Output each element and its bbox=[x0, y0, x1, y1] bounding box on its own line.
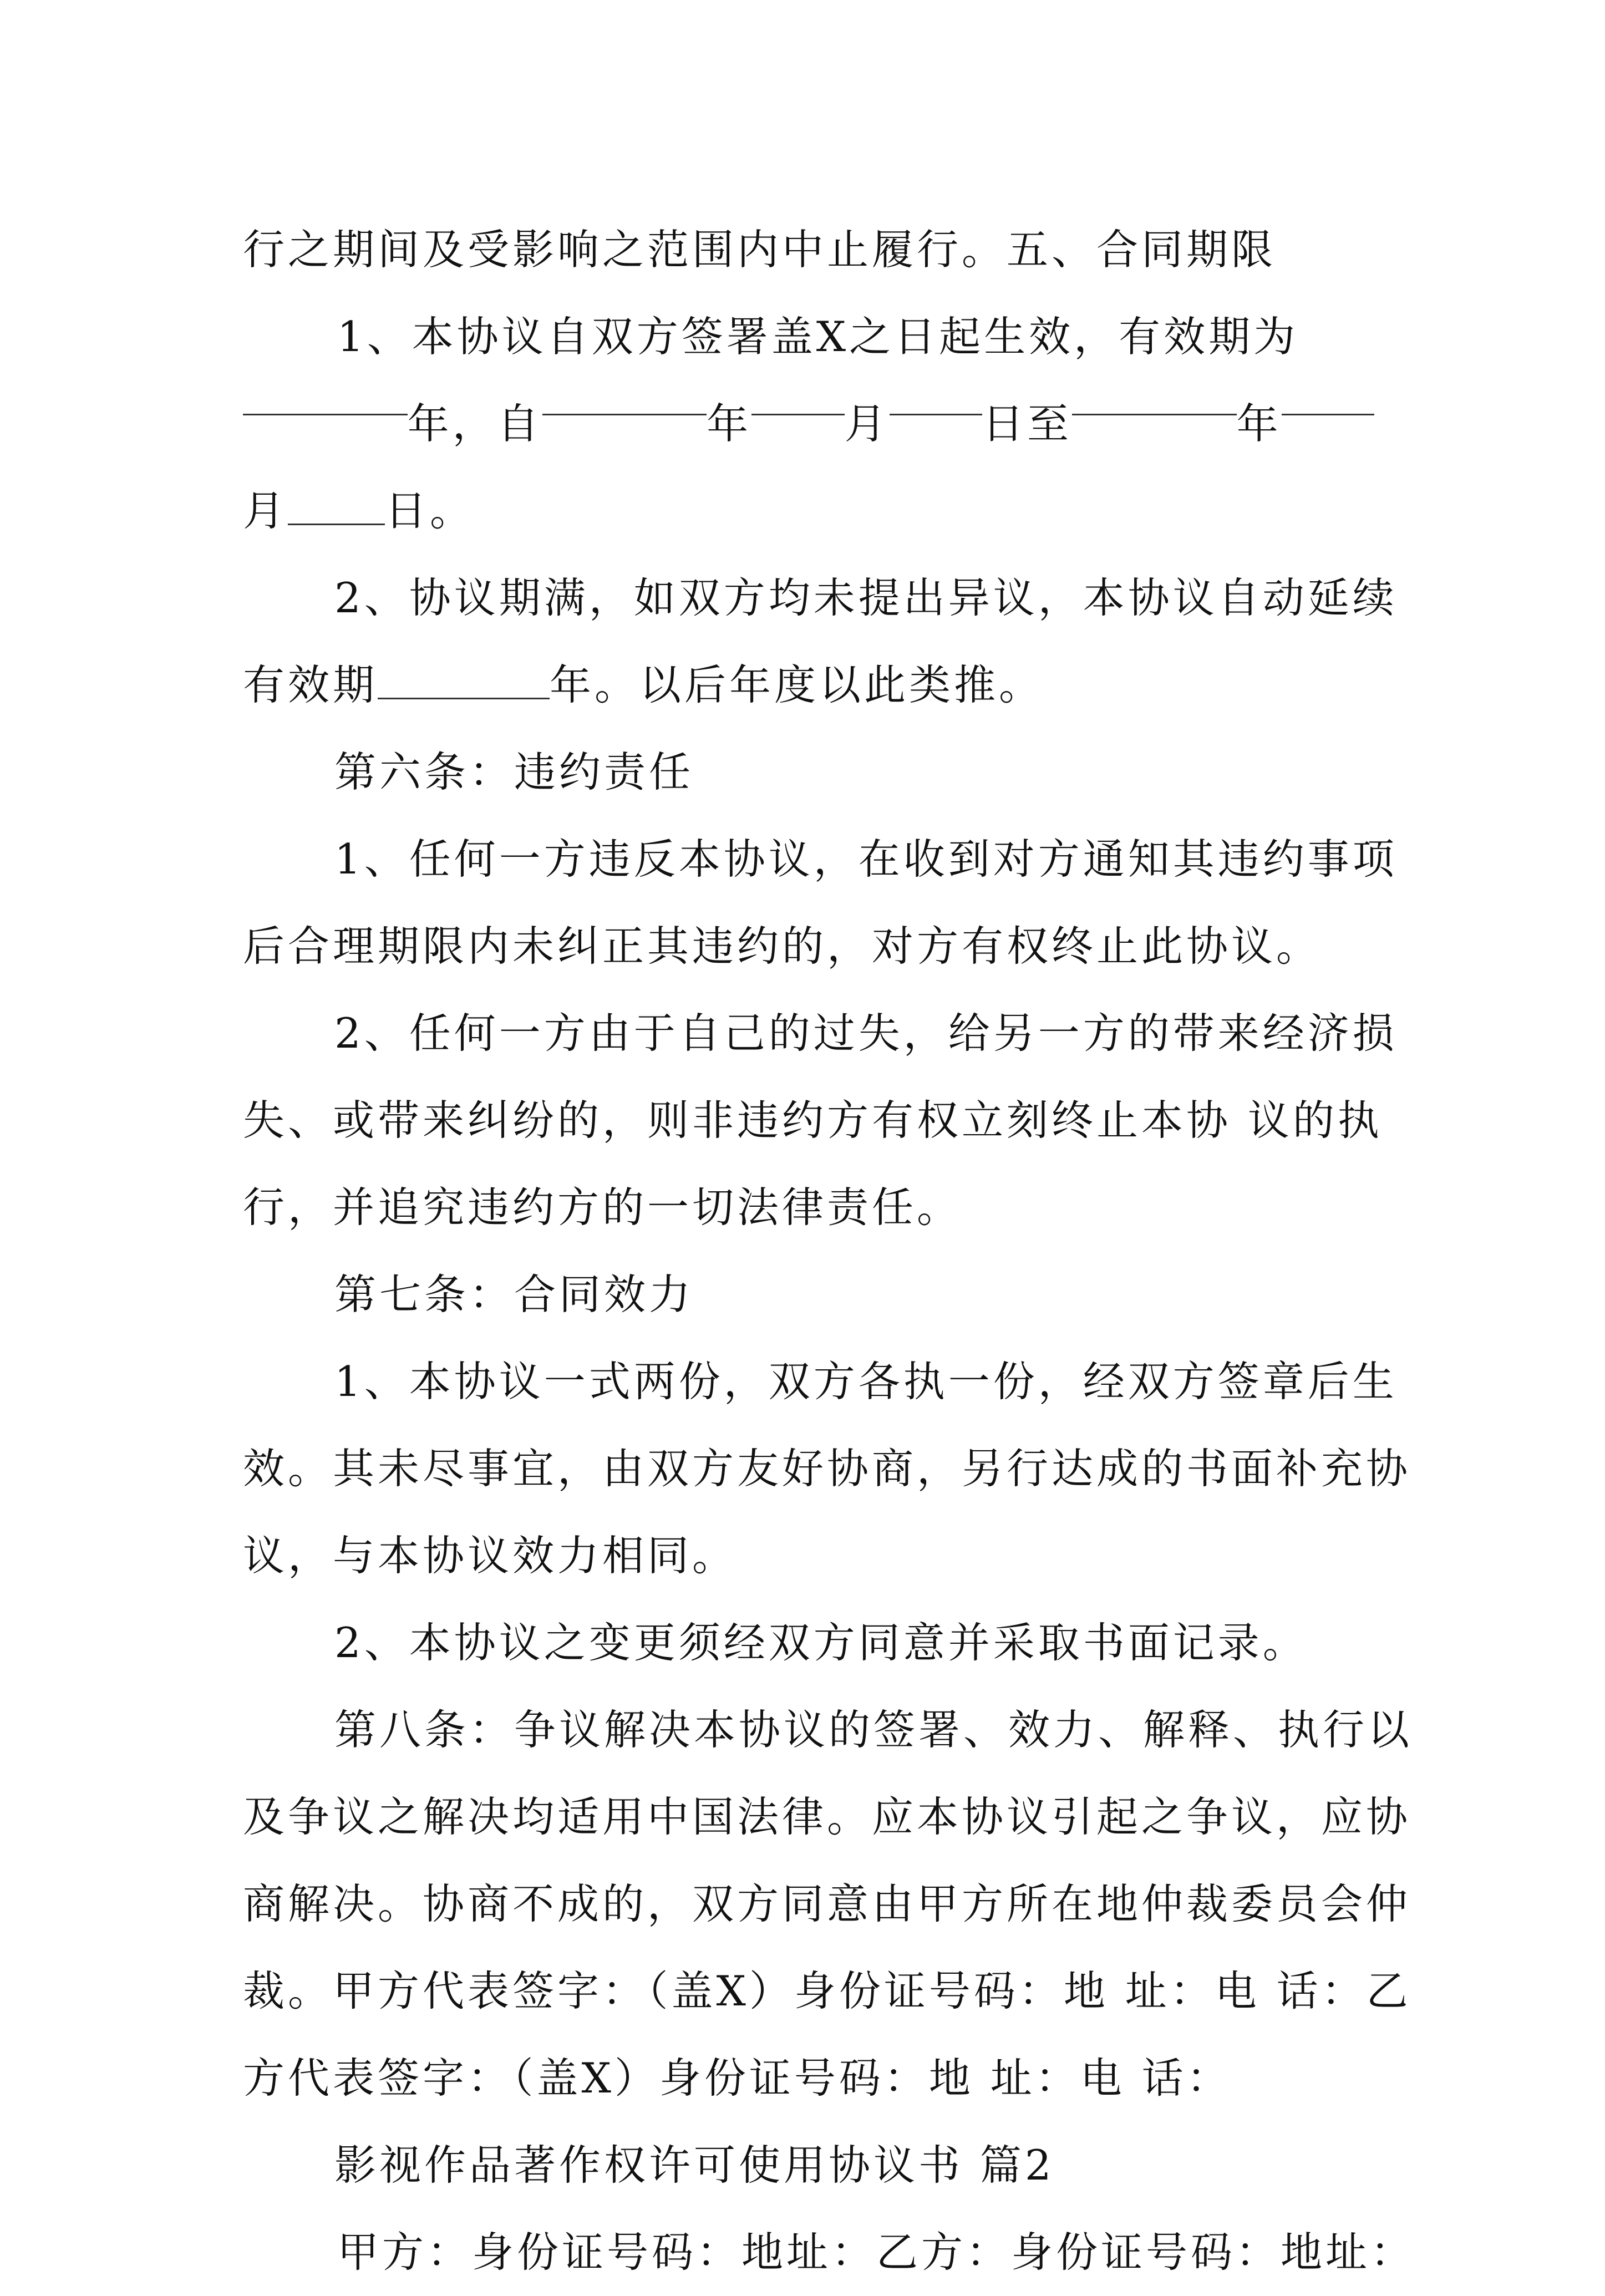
document-body bbox=[243, 206, 1416, 2296]
blank-field bbox=[288, 490, 385, 525]
document-title: 影视作品著作权许可使用协议书 篇2 bbox=[334, 2141, 1055, 2190]
paragraph-line: 2、本协议之变更须经双方同意并采取书面记录。 bbox=[334, 1618, 1308, 1667]
validity-end-line bbox=[243, 468, 1374, 555]
label-text: 有效期 bbox=[243, 661, 378, 709]
blank-field bbox=[243, 380, 408, 415]
label-text: 日至 bbox=[982, 399, 1072, 448]
paragraph-line: 及争议之解决均适用中国法律。应本协议引起之争议，应协 bbox=[243, 1792, 1411, 1841]
label-text: 年，自 bbox=[407, 399, 542, 448]
paragraph-line: 方代表签字：（盖X）身份证号码：地 址：电 话： bbox=[243, 2054, 1232, 2102]
label-text: 日。 bbox=[385, 486, 475, 535]
paragraph-line: 1、本协议一式两份，双方各执一份，经双方签章后生 bbox=[334, 1357, 1398, 1406]
label-text: 年 bbox=[1236, 399, 1282, 448]
paragraph-line: 第八条：争议解决本协议的签署、效力、解释、执行以 bbox=[334, 1705, 1413, 1754]
paragraph-line: 商解决。协商不成的，双方同意由甲方所在地仲裁委员会仲 bbox=[243, 1880, 1411, 1928]
blank-field bbox=[890, 380, 982, 415]
paragraph-line: 失、或带来纠纷的，则非违约方有权立刻终止本协 议的执 bbox=[243, 1096, 1383, 1145]
blank-field bbox=[1072, 380, 1237, 415]
paragraph-line: 议，与本协议效力相同。 bbox=[243, 1531, 738, 1580]
paragraph-line: 1、本协议自双方签署盖X之日起生效，有效期为 bbox=[337, 312, 1299, 361]
label-text: 年。以后年度以此类推。 bbox=[550, 661, 1044, 709]
validity-period-line bbox=[243, 380, 1374, 468]
paragraph-line: 后合理期限内未纠正其违约的，对方有权终止此协议。 bbox=[243, 922, 1322, 971]
paragraph-line: 1、任何一方违反本协议，在收到对方通知其违约事项 bbox=[334, 835, 1398, 883]
blank-field bbox=[1282, 380, 1374, 415]
label-text: 月 bbox=[844, 399, 890, 448]
paragraph-line: 裁。甲方代表签字：（盖X）身份证号码：地 址：电 话：乙 bbox=[243, 1967, 1411, 2015]
paragraph-line: 2、协议期满，如双方均未提出异议，本协议自动延续 bbox=[334, 573, 1398, 622]
paragraph-line: 效。其未尽事宜，由双方友好协商，另行达成的书面补充协 bbox=[243, 1444, 1411, 1493]
paragraph-line: 行之期间及受影响之范围内中止履行。五、合同期限 bbox=[243, 225, 1277, 274]
paragraph-line: 行，并追究违约方的一切法律责任。 bbox=[243, 1183, 962, 1232]
paragraph-line: 2、任何一方由于自己的过失，给另一方的带来经济损 bbox=[334, 1009, 1398, 1058]
label-text: 年 bbox=[707, 399, 752, 448]
section-heading: 第六条：违约责任 bbox=[334, 748, 694, 796]
blank-field bbox=[542, 380, 707, 415]
section-heading: 第七条：合同效力 bbox=[334, 1270, 694, 1319]
renewal-line bbox=[243, 642, 1374, 729]
blank-field bbox=[378, 664, 550, 699]
label-text: 月 bbox=[243, 486, 288, 535]
blank-field bbox=[751, 380, 844, 415]
paragraph-line: 甲方：身份证号码：地址：乙方：身份证号码：地址： bbox=[337, 2228, 1416, 2277]
